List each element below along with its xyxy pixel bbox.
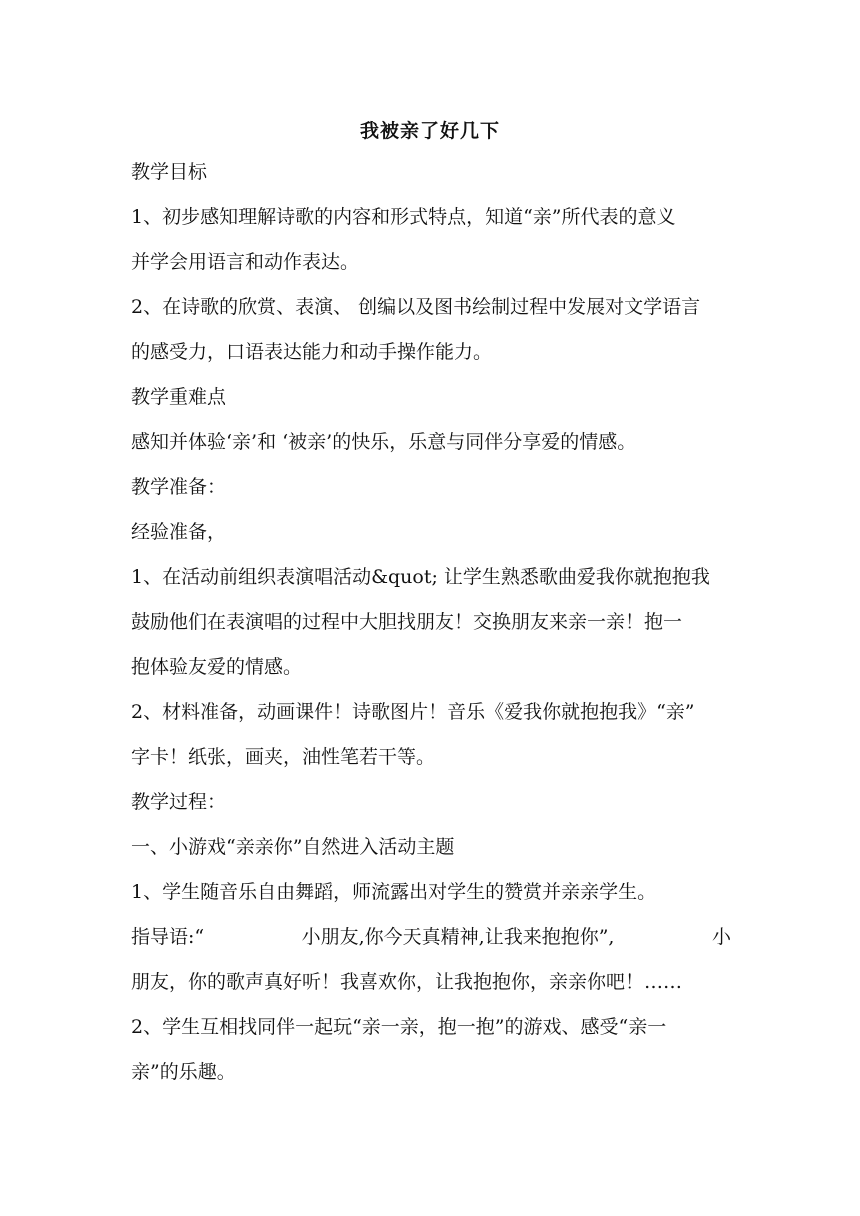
paragraph-line: 的感受力，口语表达能力和动手操作能力。 <box>131 341 493 363</box>
paragraph-line: 朋友，你的歌声真好听！我喜欢你，让我抱抱你，亲亲你吧！…… <box>131 971 683 993</box>
section-heading-objectives: 教学目标 <box>131 161 208 183</box>
paragraph-line: 2、在诗歌的欣赏、表演、 创编以及图书绘制过程中发展对文学语言 <box>131 296 701 318</box>
paragraph-line: 鼓励他们在表演唱的过程中大胆找朋友！交换朋友来亲一亲！抱一 <box>131 611 683 633</box>
paragraph-line: 1、学生随音乐自由舞蹈，师流露出对学生的赞赏并亲亲学生。 <box>131 881 657 903</box>
paragraph-line: 2、学生互相找同伴一起玩“亲一亲，抱一抱”的游戏、感受“亲一 <box>131 1016 667 1038</box>
paragraph-line: 亲”的乐趣。 <box>131 1061 236 1083</box>
paragraph-line: 字卡！纸张，画夹，油性笔若干等。 <box>131 746 436 768</box>
section-heading-preparation: 教学准备： <box>131 476 227 498</box>
paragraph-line: 抱体验友爱的情感。 <box>131 656 303 678</box>
paragraph-line: 感知并体验‘亲’和 ‘被亲’的快乐，乐意与同伴分享爱的情感。 <box>131 431 637 453</box>
guide-end: 小 <box>711 926 731 948</box>
guide-prefix: 指导语:“ <box>131 926 205 948</box>
document-title: 我被亲了好几下 <box>359 120 500 142</box>
paragraph-line: 一、小游戏“亲亲你”自然进入活动主题 <box>131 836 455 858</box>
paragraph-line: 1、初步感知理解诗歌的内容和形式特点，知道“亲”所代表的意义 <box>131 206 676 228</box>
paragraph-line: 2、材料准备，动画课件！诗歌图片！音乐《爱我你就抱抱我》“亲” <box>131 701 695 723</box>
guide-middle: 小朋友,你今天真精神,让我来抱抱你”, <box>301 926 615 948</box>
paragraph-line: 1、在活动前组织表演唱活动&quot; 让学生熟悉歌曲爱我你就抱抱我 <box>131 566 710 588</box>
section-heading-key-points: 教学重难点 <box>131 386 227 408</box>
guide-line <box>131 925 731 949</box>
section-heading-process: 教学过程： <box>131 791 227 813</box>
paragraph-line: 并学会用语言和动作表达。 <box>131 251 360 273</box>
paragraph-line: 经验准备， <box>131 521 227 543</box>
